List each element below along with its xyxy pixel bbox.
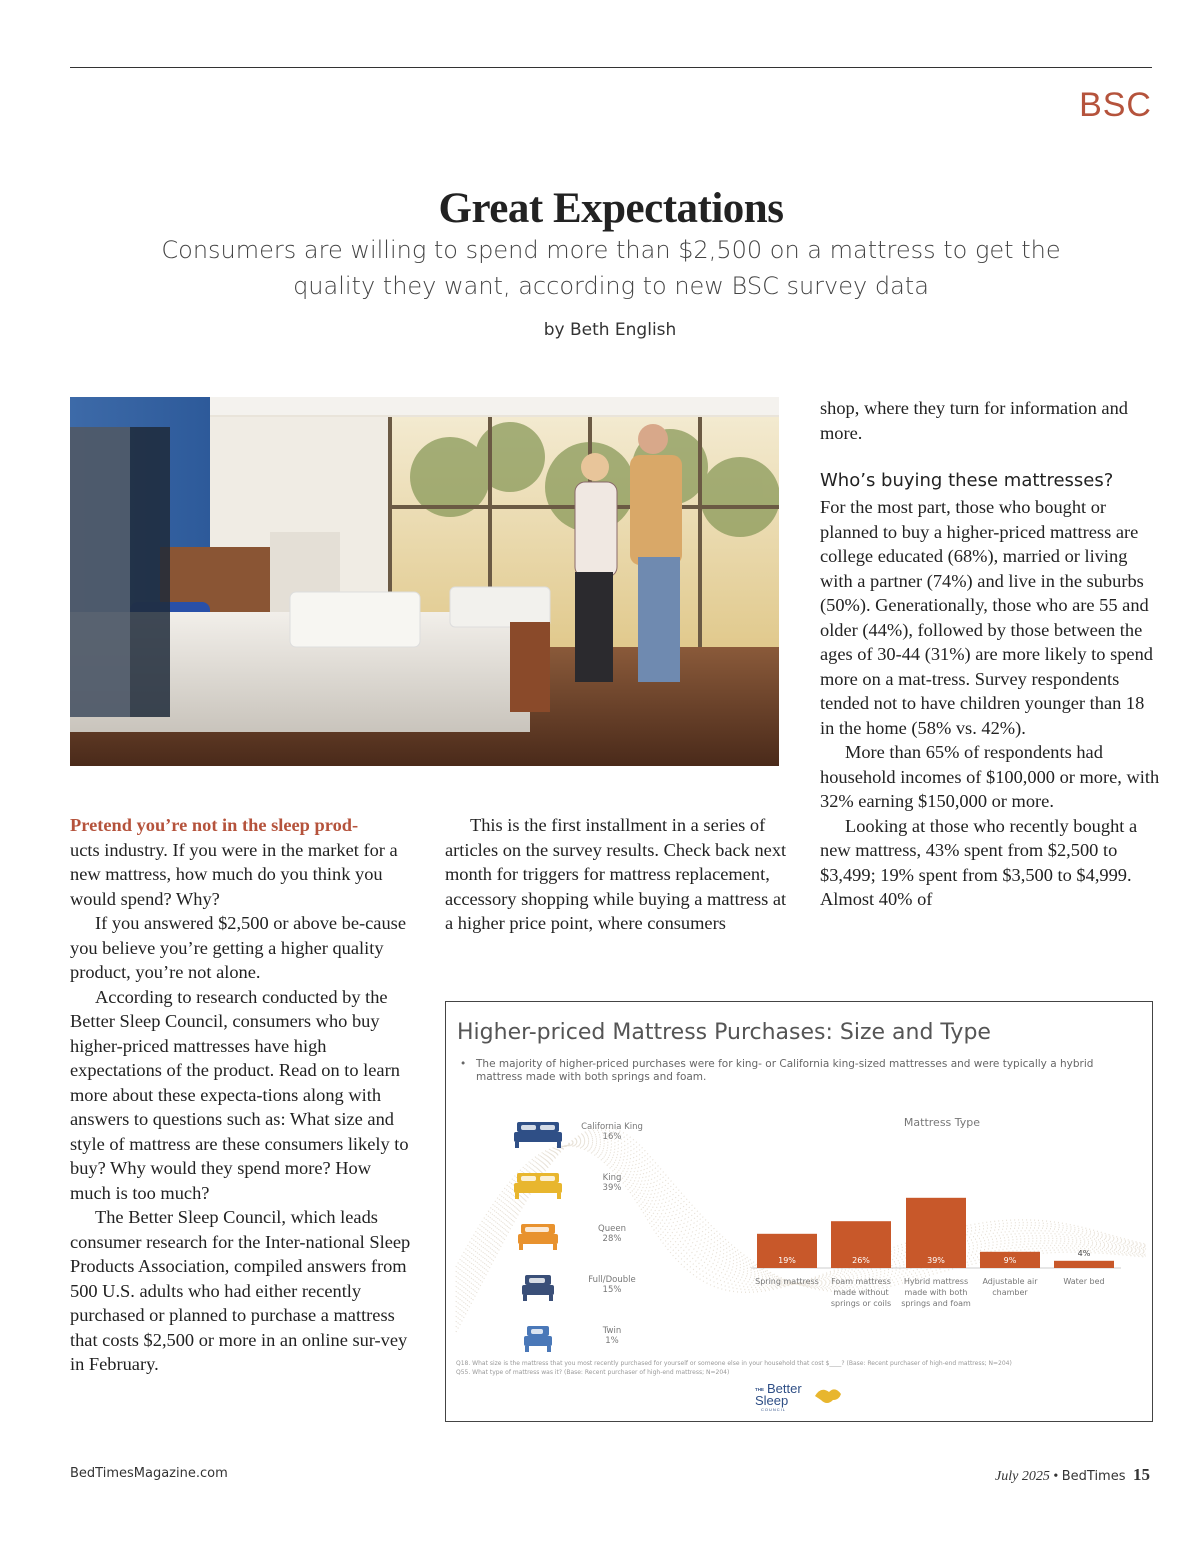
section-tag: BSC	[1079, 86, 1152, 124]
col3-paragraph-2: More than 65% of respondents had household incomes of $100,000 or more, with 32% earning $150,000 or more.	[820, 742, 1160, 811]
category-label-line: Water bed	[1063, 1277, 1105, 1286]
size-name: Queen	[598, 1224, 626, 1234]
size-value: 1%	[605, 1336, 619, 1346]
category-label	[898, 1276, 974, 1309]
column-3	[820, 396, 1160, 912]
col1-p1-text: ucts industry. If you were in the market for a new mattress, how much do you think you would spend? Why?	[70, 839, 398, 909]
footer-site[interactable]: BedTimesMagazine.com	[70, 1466, 228, 1481]
logo-text-better: Better	[767, 1381, 802, 1396]
wave-line	[456, 1146, 1146, 1293]
col1-paragraph-1	[70, 813, 415, 911]
footer-separator: •	[1053, 1469, 1059, 1484]
bar-value-label: 4%	[1077, 1248, 1091, 1258]
bed-icon	[518, 1224, 558, 1250]
size-value: 15%	[602, 1285, 622, 1295]
bed-icon	[514, 1173, 562, 1199]
column-2	[445, 813, 790, 936]
category-label-line: Spring mattress	[755, 1277, 819, 1286]
col3-paragraph-3: Looking at those who recently bought a new mattress, 43% spent from $2,500 to $3,499; 19% spent from $3,500 to $4,999. Almost 40% of	[820, 815, 1138, 909]
footer-folio	[995, 1465, 1150, 1485]
col1-paragraph-2: If you answered $2,500 or above be-cause you believe you’re getting a higher quality product, you’re not alone.	[70, 913, 406, 982]
footer-date: July 2025	[995, 1469, 1050, 1484]
article-byline: by Beth English	[543, 320, 677, 340]
footnote-q18: Q18. What size is the mattress that you most recently purchased for yourself or someone else in your household that cost $____? (Base: Recent purchaser of high-end mattress; N=204)	[456, 1360, 1012, 1367]
category-label-line: springs or coils	[830, 1299, 892, 1308]
footnote-q55: Q55. What type of mattress was it? (Base: Recent purchaser of high-end mattress; N=204)	[456, 1369, 730, 1376]
size-label	[567, 1173, 657, 1193]
size-name: California King	[581, 1122, 643, 1132]
footer-magazine: BedTimes	[1061, 1469, 1126, 1484]
figure-title: Higher-priced Mattress Purchases: Size and Type	[457, 1020, 991, 1045]
showroom-illustration	[70, 397, 779, 766]
size-label	[567, 1122, 657, 1142]
category-label-line: made without	[833, 1288, 889, 1297]
article-deck: Consumers are willing to spend more than $2,500 on a mattress to get the quality they want, according to new BSC survey data	[161, 236, 1061, 300]
logo-cat-icon	[815, 1389, 841, 1403]
category-label-line: Foam mattress	[831, 1277, 891, 1286]
category-label-line: Hybrid mattress	[903, 1277, 969, 1286]
chart-bar	[1054, 1261, 1114, 1268]
bar-value-label: 19%	[778, 1256, 796, 1265]
lead-in: Pretend you’re not in the sleep prod-	[70, 815, 359, 835]
better-sleep-council-logo	[753, 1378, 853, 1412]
logo-text-the: THE	[755, 1387, 764, 1392]
logo-text-sleep: Sleep	[755, 1393, 789, 1408]
size-name: Twin	[602, 1326, 622, 1336]
size-name: King	[602, 1173, 622, 1183]
col3-paragraph-1: For the most part, those who bought or planned to buy a higher-priced mattress are college educated (68%), married or living with a partner (74%) and live in the suburbs (50%). Generationally, those who are 55 and older (44%), followed by those between the ages of 30-44 (31%) are more likely to spend more on a mat-tress. Survey respondents tended not to have children younger than 18 in the home (58% vs. 42%).	[820, 497, 1153, 738]
size-name: Full/Double	[588, 1275, 636, 1285]
category-label-line: made with both	[904, 1288, 968, 1297]
category-label-line: Adjustable air	[982, 1277, 1038, 1286]
bed-icon	[524, 1326, 552, 1352]
category-label-line: springs and foam	[901, 1299, 971, 1308]
bar-value-label: 26%	[852, 1256, 870, 1265]
size-value: 28%	[602, 1234, 622, 1244]
size-value: 16%	[602, 1132, 622, 1142]
category-label	[1046, 1276, 1122, 1287]
size-label	[567, 1326, 657, 1346]
page-number: 15	[1133, 1465, 1150, 1484]
article-headline: Great Expectations	[438, 185, 784, 232]
showroom-photo	[70, 397, 779, 766]
wave-line	[456, 1142, 1146, 1297]
col3-paragraph-0: shop, where they turn for information and more.	[820, 398, 1128, 443]
size-value: 39%	[602, 1183, 622, 1193]
category-label	[749, 1276, 825, 1287]
section-subhead: Who’s buying these mattresses?	[820, 470, 1114, 491]
col1-paragraph-4: The Better Sleep Council, which leads consumer research for the Inter-national Sleep Products Association, compiled answers from 500 U.S. adults who had either recently purchased or planned to purchase a mattress that costs $2,500 or more in an online sur-vey in February.	[70, 1207, 411, 1374]
chart-title: Mattress Type	[903, 1116, 981, 1129]
category-label-line: chamber	[992, 1288, 1028, 1297]
category-label	[823, 1276, 899, 1309]
bar-value-label: 39%	[927, 1256, 945, 1265]
chart-figure	[445, 1001, 1153, 1422]
bed-icon	[514, 1122, 562, 1148]
col2-paragraph-1: This is the first installment in a series of articles on the survey results. Check back next month for triggers for mattress replacement, accessory shopping while buying a mattress at a higher price point, where consumers	[445, 815, 787, 933]
size-label	[567, 1275, 657, 1295]
category-label	[972, 1276, 1048, 1298]
bed-icon	[522, 1275, 554, 1301]
bar-value-label: 9%	[1003, 1256, 1017, 1265]
column-1	[70, 813, 415, 1377]
wave-line	[456, 1127, 1146, 1332]
col1-paragraph-3: According to research conducted by the Better Sleep Council, consumers who buy higher-priced mattresses have high expectations of the product. Read on to learn more about these expecta-tions along with answers to questions such as: What size and style of mattress are these consumers likely to buy? Why would they spend more? How much is too much?	[70, 986, 409, 1203]
top-rule	[70, 67, 1152, 68]
wave-line	[456, 1143, 1146, 1292]
size-label	[567, 1224, 657, 1244]
figure-bullet: • The majority of higher-priced purchases were for king- or California king-sized mattresses and were typically a hybrid mattress made with both springs and foam.	[460, 1058, 1120, 1084]
decorative-wave	[456, 1127, 1146, 1332]
logo-text-council: COUNCIL	[761, 1407, 787, 1412]
